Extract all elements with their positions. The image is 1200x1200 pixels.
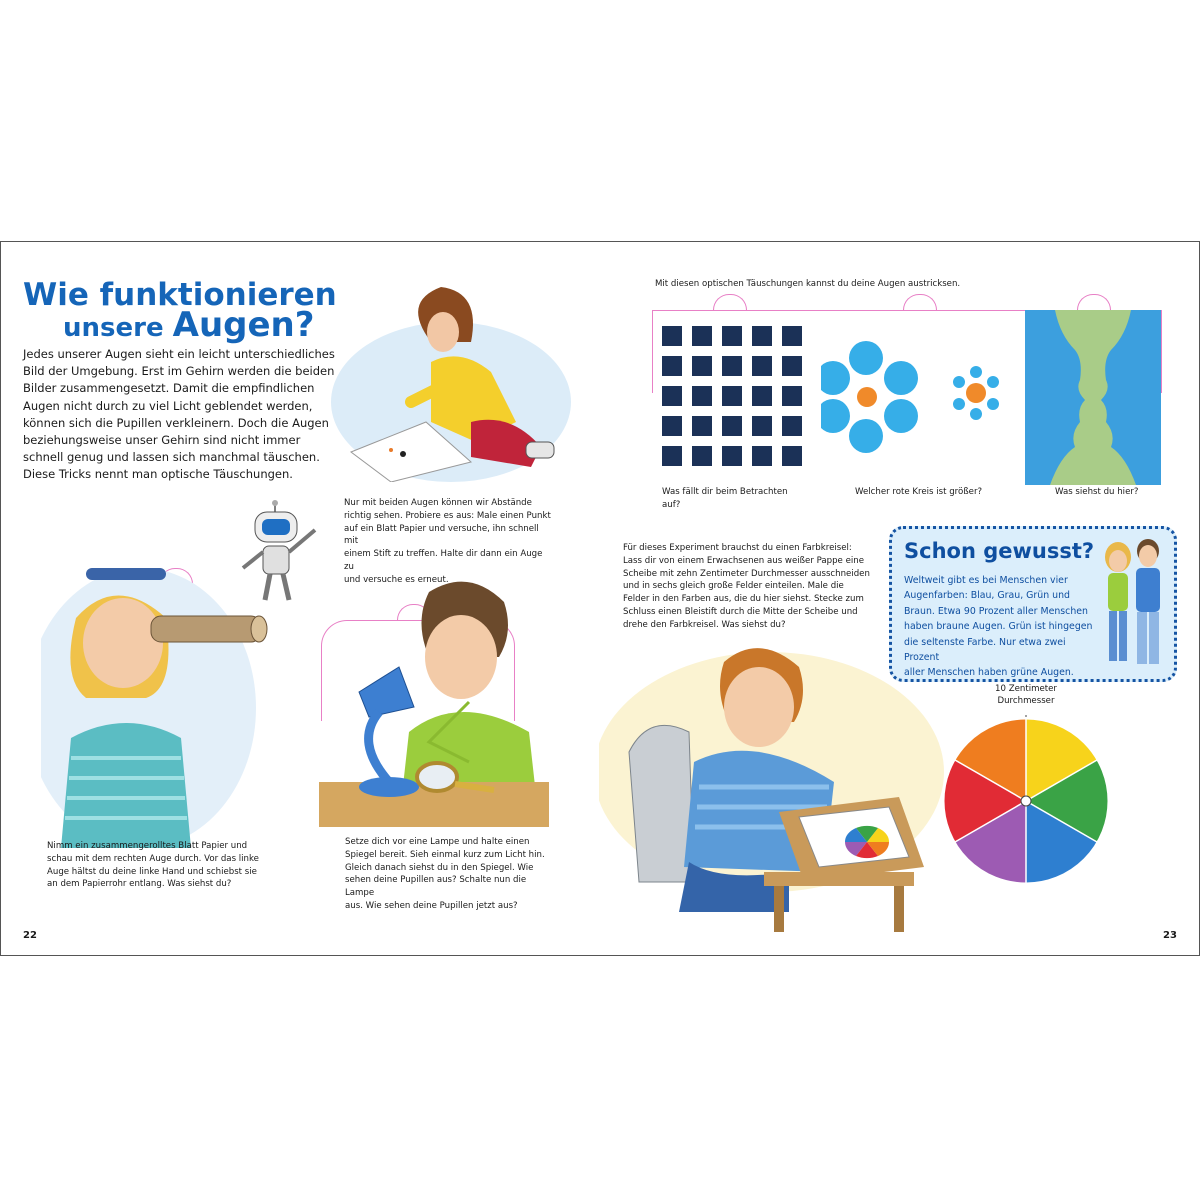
- page-title: Wie funktionieren: [23, 277, 337, 313]
- experiment-disc-text: Für dieses Experiment brauchst du einen Farbkreisel: Lass dir von einem Erwachsenen aus weißer Pappe eine Scheibe mit zehn Zentimeter Durchmesser ausschneiden und in sechs gleich große Felder einteilen. Male die Felder in den Farben aus, die du hier siehst. Stecke zum Schluss einen Bleistift durch die Mitte der Scheibe und drehe den Farbkreisel. Was siehst du?: [623, 543, 870, 630]
- caption-circles: Welcher rote Kreis ist größer?: [855, 487, 983, 497]
- fold-tab: [1077, 294, 1111, 311]
- info-text: Weltweit gibt es bei Menschen vier Augenfarben: Blau, Grau, Grün und Braun. Etwa 90 Prozent aller Menschen haben braune Augen. Grün ist hingegen die seltenste Farbe. Nur etwa zwei Prozent aller Menschen haben grüne Augen.: [904, 575, 1093, 679]
- caption-grid: Was fällt dir beim Betrachten auf?: [662, 487, 788, 510]
- fold-tab: [903, 294, 937, 311]
- book-spread: [0, 241, 1200, 956]
- disc-label: 10 Zentimeter Durchmesser: [995, 684, 1057, 706]
- intro-text: Jedes unserer Augen sieht ein leicht unterschiedliches Bild der Umgebung. Erst im Gehirn werden die beiden Bilder zusammengesetzt. Damit die empfindlichen Augen nicht durch zu viel Licht geblendet werden, können sich die Pupillen verkleinern. Doch die Augen beziehungsweise unser Gehirn sind nicht immer schnell genug und lassen sich manchmal täuschen. Diese Tricks nennt man optische Täuschungen.: [23, 347, 335, 482]
- children-illustration: [1098, 535, 1168, 671]
- page-number-left: 22: [23, 930, 37, 941]
- experiment-dot-text: Nur mit beiden Augen können wir Abstände richtig sehen. Probiere es aus: Male einen Punkt auf ein Blatt Papier und versuche, ihn schnell mit einem Stift zu treffen. Halte dir dann ein Auge zu und versuche es erneut.: [344, 498, 551, 585]
- boy-lamp-illustration: [319, 572, 549, 827]
- vase-illusion: [1025, 310, 1161, 485]
- fold-tab: [713, 294, 747, 311]
- illusions-intro: Mit diesen optischen Täuschungen kannst du deine Augen austricksen.: [655, 279, 961, 289]
- caption-vase: Was siehst du hier?: [1055, 487, 1139, 497]
- page-title-line2: unsere Augen?: [63, 305, 315, 345]
- girl-telescope-illustration: [41, 558, 291, 848]
- girl-drawing-illustration: [331, 282, 571, 482]
- experiment-tube-text: Nimm ein zusammengerolltes Blatt Papier und schau mit dem rechten Auge durch. Vor das linke Auge hältst du deine linke Hand und schiebst sie an dem Papierrohr entlang. Was siehst du?: [47, 841, 259, 890]
- info-title: Schon gewusst?: [904, 539, 1095, 563]
- circles-illusion: [821, 338, 1021, 458]
- experiment-lamp-text: Setze dich vor eine Lampe und halte einen Spiegel bereit. Sieh einmal kurz zum Licht hin. Gleich danach siehst du in den Spiegel. Wie sehen deine Pupillen aus? Schalte nun die Lampe aus. Wie sehen deine Pupillen jetzt aus?: [345, 837, 545, 911]
- boy-desk-illustration: [599, 622, 944, 932]
- colour-disc: [940, 715, 1112, 887]
- grid-illusion: [656, 322, 806, 482]
- page-number-right: 23: [1163, 930, 1177, 941]
